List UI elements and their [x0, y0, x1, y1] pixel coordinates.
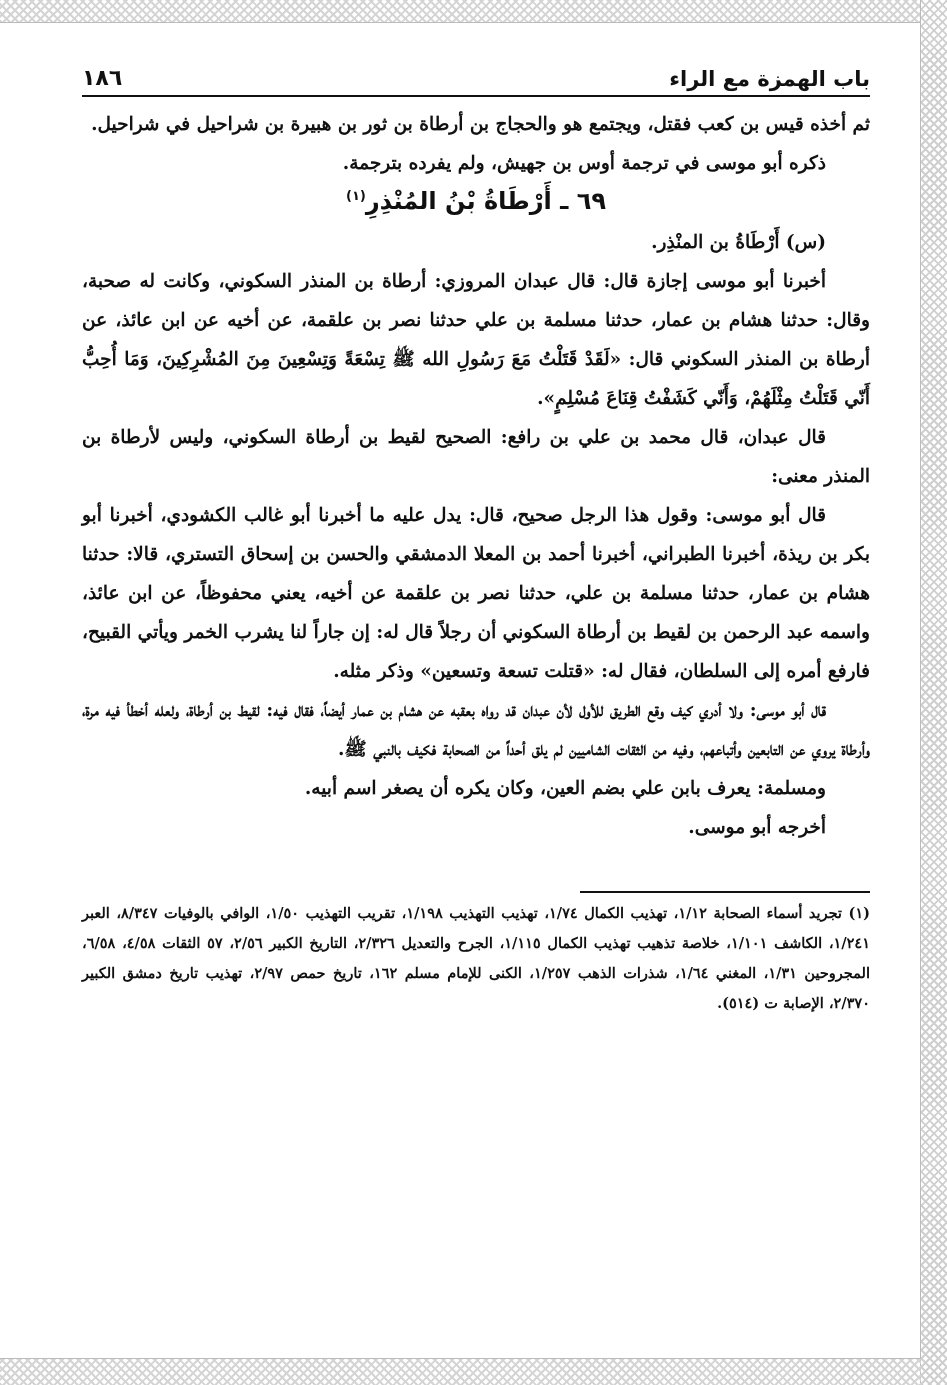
paragraph-9: أخرجه أبو موسى.: [688, 817, 826, 838]
chapter-title: باب الهمزة مع الراء: [669, 67, 870, 91]
paragraph-1: ثم أخذه قيس بن كعب فقتل، ويجتمع هو والحجاج بن أرطاة بن ثور بن هبيرة بن شراحيل في شراحيل.: [91, 114, 870, 135]
footnote-ref: (١): [345, 189, 366, 204]
paragraph-7: قال أبو موسى: ولا أدري كيف وقع الطريق للأول لأن عبدان قد رواه بعقبه عن هشام بن عمار أيضاً، فقال فيه: لقيط بن أرطاة، ولعله أخطأ فيه مرة، وأرطاة يروي عن التابعين وأتباعهم، وفيه من الثقات الشاميين لم يلق أحداً من الصحابة فكيف بالنبي ﷺ.: [82, 700, 870, 760]
running-header: [82, 66, 870, 97]
paragraph-6: قال أبو موسى: وقول هذا الرجل صحيح، قال: يدل عليه ما أخبرنا أبو غالب الكشودي، أخبرنا أبو بكر بن ريذة، أخبرنا الطبراني، أخبرنا أحمد بن المعلا الدمشقي والحسن بن إسحاق التستري، قالا: حدثنا هشام بن عمار، حدثنا مسلمة بن علي، حدثنا نصر بن علقمة عن أخيه، يعني محفوظاً، عن ابن عائذ، واسمه عبد الرحمن بن لقيط بن أرطاة السكوني أن رجلاً قال له: إن جاراً لنا يشرب الخمر ويأتي القبيح، فارفع أمره إلى السلطان، فقال له: «قتلت تسعة وتسعين» وذكر مثله.: [82, 505, 870, 682]
paragraph-2: ذكره أبو موسى في ترجمة أوس بن جهيش، ولم يفرده بترجمة.: [342, 153, 826, 174]
footnote-divider: [580, 891, 870, 893]
paragraph-8: ومسلمة: يعرف بابن علي بضم العين، وكان يكره أن يصغر اسم أبيه.: [304, 778, 826, 799]
paragraph-3: (س) أَرْطَاةُ بن المنْذِر.: [651, 232, 826, 253]
page-number: ١٨٦: [82, 66, 123, 91]
paragraph-4: أخبرنا أبو موسى إجازة قال: قال عبدان المروزي: أرطاة بن المنذر السكوني، وكانت له صحبة، وقال: حدثنا هشام بن عمار، حدثنا مسلمة بن علي حدثنا نصر بن علقمة، عن أخيه عن ابن عائذ، عن أرطاة بن المنذر السكوني قال: «لَقَدْ قَتَلْتُ مَعَ رَسُولِ الله ﷺ تِسْعَةً وَتِسْعِينَ مِنَ المُشْرِكِينَ، وَمَا أُحِبُّ أَنّي قَتَلْتُ مِثْلَهُمْ، وَأَنّي كَشَفْتُ قِنَاعَ مُسْلِمٍ».: [82, 271, 870, 409]
paragraph-5: قال عبدان، قال محمد بن علي بن رافع: الصحيح لقيط بن أرطاة السكوني، وليس لأرطاة بن المنذر معنى:: [82, 427, 870, 487]
decorative-border-right: [920, 0, 947, 1385]
decorative-border-bottom: [0, 1358, 921, 1385]
footnote-text: (١) تجريد أسماء الصحابة ١/١٢، تهذيب الكمال ١/٧٤، تهذيب التهذيب ١/١٩٨، تقريب التهذيب ١/٥٠، الوافي بالوفيات ٨/٣٤٧، العبر ١/٢٤١، الكاشف ١/١٠١، خلاصة تذهيب تهذيب الكمال ١/١١٥، الجرح والتعديل ٢/٣٢٦، التاريخ الكبير ٢/٥٦، ٥٧ الثقات ٤/٥٨، ٦/٥٨، المجروحين ١/٣١، المغني ١/٦٤، شذرات الذهب ١/٢٥٧، الكنى للإمام مسلم ١٦٢، تاريخ حمص ٢/٩٧، تهذيب تاريخ دمشق الكبير ٢/٣٧٠، الإصابة ت (٥١٤).: [82, 905, 871, 1012]
decorative-border-top: [0, 0, 921, 23]
book-page: [82, 66, 870, 1019]
entry-title: ٦٩ ـ أَرْطَاةُ بْنُ المُنْذِرِ: [365, 187, 606, 215]
entry-heading: [82, 187, 870, 215]
